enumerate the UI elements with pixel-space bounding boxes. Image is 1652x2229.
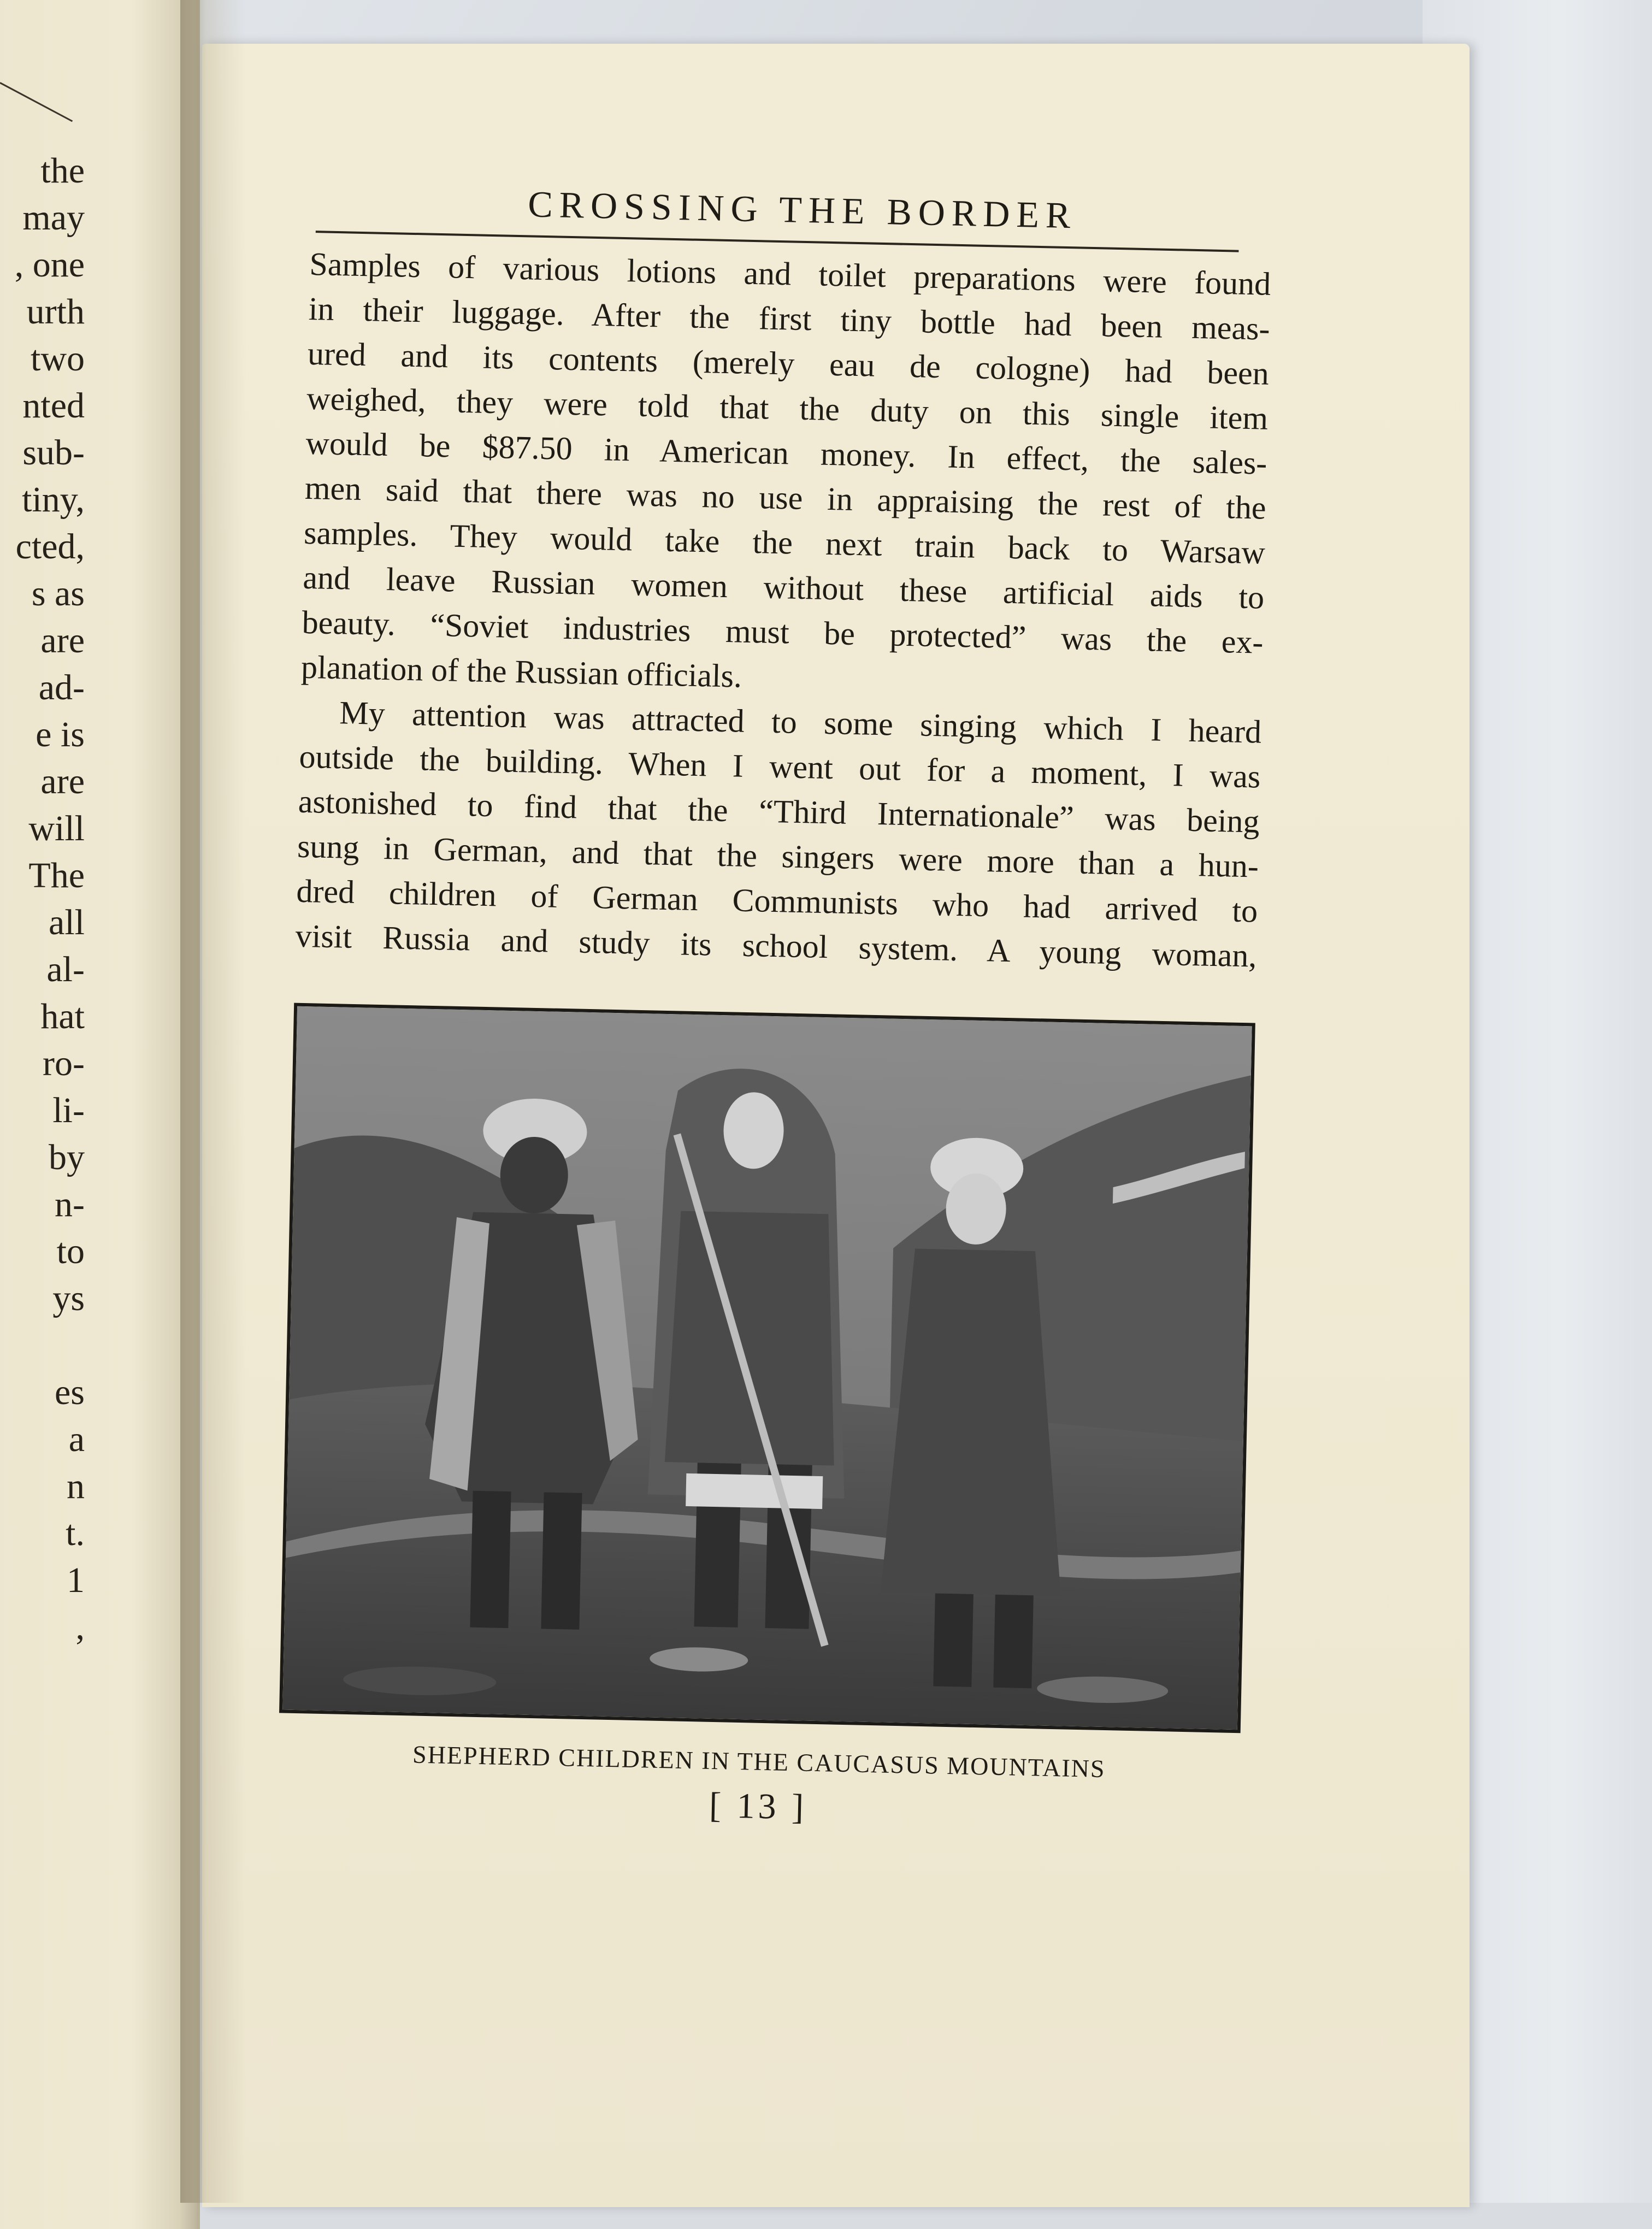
text-line: beauty. “Soviet industries must be protected” was the ex- [302,604,1264,661]
left-fragment: n [67,1466,85,1506]
text-line: men said that there was no use in appraising the rest of the [304,469,1267,526]
left-fragment: by [49,1137,85,1177]
text-line: dred children of German Communists who had arrived to [296,872,1258,929]
left-fragment [0,1322,85,1369]
paragraph-2 [295,689,1262,978]
left-fragment: ro- [43,1043,85,1083]
left-page-rule [0,82,73,122]
photo-caption: SHEPHERD CHILDREN IN THE CAUCASUS MOUNTAINS [412,1740,1106,1783]
left-fragment: to [56,1231,85,1271]
left-fragment: li- [52,1090,85,1130]
text-line: My attention was attracted to some singing which I heard [339,694,1262,750]
text-line: planation of the Russian officials. [300,648,742,694]
left-fragment: t. [66,1513,85,1553]
text-line: visit Russia and study its school system. A young woman, [295,917,1258,974]
left-fragment: al- [46,950,85,989]
running-head: CROSSING THE BORDER [527,183,1078,237]
left-fragment: hat [40,996,85,1036]
page-number: [ 13 ] [709,1785,807,1827]
left-fragment: tiny, [22,480,85,520]
left-fragment: The [28,856,85,895]
text-line: weighed, they were told that the duty on this single item [306,380,1268,437]
shepherd-children-photo [279,1003,1255,1733]
text-line: in their luggage. After the first tiny bottle had been meas- [308,290,1271,347]
left-fragment: ys [52,1278,85,1318]
text-line: and leave Russian women without these artificial aids to [302,559,1265,616]
left-fragment: e is [36,715,85,754]
text-line: sung in German, and that the singers were more than a hun- [297,828,1259,884]
paragraph-1 [300,241,1271,710]
text-line: outside the building. When I went out for a moment, I was [299,738,1261,795]
left-fragment: are [40,621,85,661]
left-fragment: cted, [15,527,85,567]
left-fragment: nted [22,386,85,426]
left-fragment: a [68,1419,85,1459]
left-fragment: will [28,809,85,848]
text-line: would be $87.50 in American money. In effect, the sales- [305,424,1268,481]
left-fragment: , one [14,245,85,285]
left-fragment: the [40,151,85,191]
photo-illustration [282,1006,1252,1730]
left-fragment: may [22,198,85,238]
text-line: astonished to find that the “Third Internationale” was being [298,783,1260,840]
left-fragment: urth [26,292,85,332]
left-fragment: two [31,339,85,379]
page-content [277,175,1273,1837]
right-page [202,44,1470,2207]
left-page-text-fragments [0,148,85,1651]
left-fragment: sub- [22,433,85,473]
left-fragment: all [49,903,85,942]
text-line: ured and its contents (merely eau de cologne) had been [307,335,1270,392]
left-fragment: s as [31,574,85,614]
text-line: Samples of various lotions and toilet preparations were found [309,245,1271,302]
left-fragment: 1 [67,1560,85,1600]
left-fragment: es [55,1372,85,1412]
left-fragment: are [40,762,85,801]
left-fragment: ad- [38,668,85,707]
left-page [0,0,200,2229]
text-line: samples. They would take the next train back to Warsaw [303,514,1266,571]
left-fragment: n- [55,1184,85,1224]
left-fragment: , [75,1607,85,1647]
